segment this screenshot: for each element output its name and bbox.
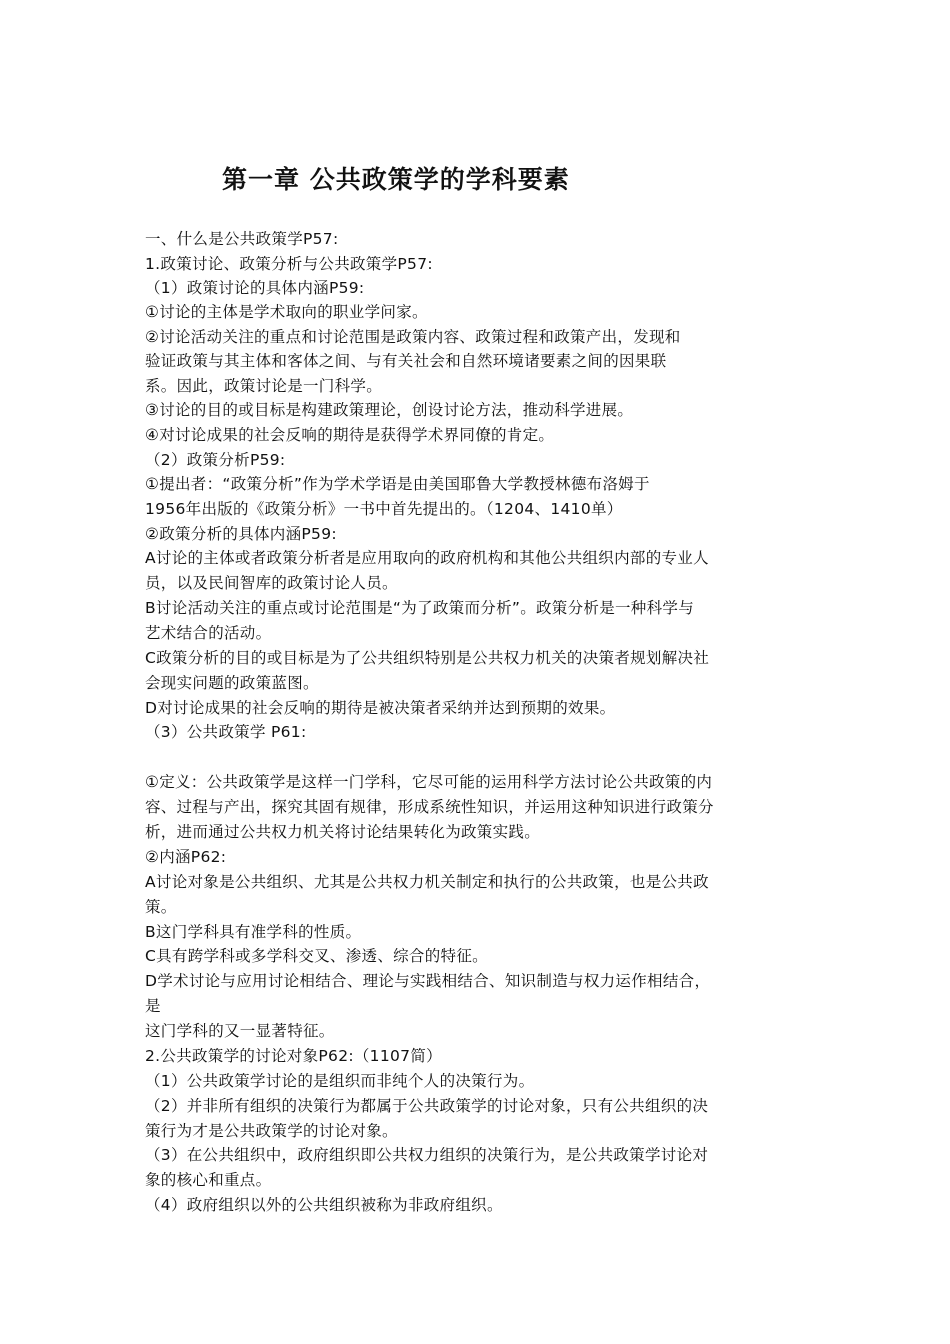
text-line: （3）公共政策学 P61: [145,723,307,741]
text-line: 是 [145,997,161,1015]
text-line: ④对讨论成果的社会反响的期待是获得学术界同僚的肯定。 [145,426,555,444]
text-line: （2）并非所有组织的决策行为都属于公共政策学的讨论对象，只有公共组织的决 [145,1097,709,1115]
text-line: A讨论的主体或者政策分析者是应用取向的政府机构和其他公共组织内部的专业人 [145,549,709,567]
text-line: C具有跨学科或多学科交叉、渗透、综合的特征。 [145,947,488,965]
text-line: 验证政策与其主体和客体之间、与有关社会和自然环境诸要素之间的因果联 [145,352,667,370]
text-line: 象的核心和重点。 [145,1171,272,1189]
text-line: 会现实问题的政策蓝图。 [145,674,319,692]
text-line: 容、过程与产出，探究其固有规律，形成系统性知识，并运用这种知识进行政策分 [145,798,714,816]
text-line: D对讨论成果的社会反响的期待是被决策者采纳并达到预期的效果。 [145,699,616,717]
text-line: B讨论活动关注的重点或讨论范围是“为了政策而分析”。政策分析是一种科学与 [145,599,694,617]
text-line: ②内涵P62: [145,848,227,866]
text-line: ②政策分析的具体内涵P59: [145,525,337,543]
text-line: （1）公共政策学讨论的是组织而非纯个人的决策行为。 [145,1072,535,1090]
text-line: 2.公共政策学的讨论对象P62:（1107简） [145,1047,442,1065]
text-line: C政策分析的目的或目标是为了公共组织特别是公共权力机关的决策者规划解决社 [145,649,710,667]
text-line: 艺术结合的活动。 [145,624,272,642]
text-line: （1）政策讨论的具体内涵P59: [145,279,365,297]
text-line: 策行为才是公共政策学的讨论对象。 [145,1122,398,1140]
text-line: 一、什么是公共政策学P57: [145,230,339,248]
text-line: （3）在公共组织中，政府组织即公共权力组织的决策行为，是公共政策学讨论对 [145,1146,709,1164]
text-line: D学术讨论与应用讨论相结合、理论与实践相结合、知识制造与权力运作相结合， [145,972,711,990]
text-line: ②讨论活动关注的重点和讨论范围是政策内容、政策过程和政策产出，发现和 [145,328,681,346]
text-line: 1.政策讨论、政策分析与公共政策学P57: [145,255,433,273]
text-line: （2）政策分析P59: [145,451,286,469]
text-line: B这门学科具有准学科的性质。 [145,923,362,941]
text-line: ①提出者：“政策分析”作为学术学语是由美国耶鲁大学教授林德布洛姆于 [145,475,650,493]
text-line: 析，进而通过公共权力机关将讨论结果转化为政策实践。 [145,823,541,841]
text-line: （4）政府组织以外的公共组织被称为非政府组织。 [145,1196,503,1214]
text-line: 1956年出版的《政策分析》一书中首先提出的。（1204、1410单） [145,500,623,518]
text-line: ③讨论的目的或目标是构建政策理论，创设讨论方法，推动科学进展。 [145,401,634,419]
text-line: ①讨论的主体是学术取向的职业学问家。 [145,303,428,321]
text-line: ①定义：公共政策学是这样一门学科，它尽可能的运用科学方法讨论公共政策的内 [145,773,713,791]
text-line: 员，以及民间智库的政策讨论人员。 [145,574,398,592]
text-line: 这门学科的又一显著特征。 [145,1022,335,1040]
chapter-title: 第一章 公共政策学的学科要素 [222,165,570,194]
text-line: 策。 [145,898,177,916]
text-line: 系。因此，政策讨论是一门科学。 [145,377,383,395]
text-line: A讨论对象是公共组织、尤其是公共权力机关制定和执行的公共政策，也是公共政 [145,873,709,891]
